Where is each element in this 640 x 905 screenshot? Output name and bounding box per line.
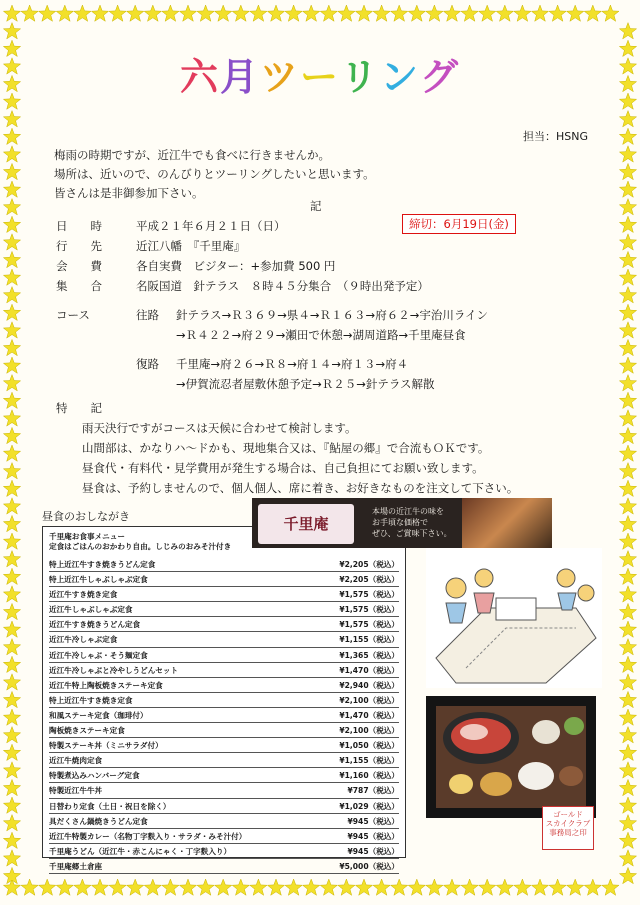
- border-star: [3, 568, 20, 584]
- border-star: [144, 5, 161, 21]
- intro-line: 場所は、近いので、のんびりとツーリングしたいと思います。: [54, 167, 375, 181]
- restaurant-logo: 千里庵: [258, 504, 354, 544]
- menu-item-name: 特上近江牛すき焼きうどん定食: [49, 560, 156, 569]
- banner-line: 本場の近江牛の味を: [372, 507, 444, 516]
- border-star: [3, 5, 20, 21]
- border-star: [619, 691, 636, 707]
- note-line: 雨天決行ですがコースは天候に合わせて検討します。: [82, 421, 357, 435]
- border-star: [619, 128, 636, 144]
- border-star: [619, 779, 636, 795]
- border-star: [3, 251, 20, 267]
- border-star: [3, 762, 20, 778]
- border-star: [3, 163, 20, 179]
- menu-row: [49, 814, 399, 829]
- restaurant-banner: [252, 498, 552, 548]
- border-star: [3, 234, 20, 250]
- border-star: [619, 498, 636, 514]
- border-star: [3, 832, 20, 848]
- border-star: [619, 762, 636, 778]
- border-star: [496, 879, 513, 895]
- border-star: [619, 727, 636, 743]
- border-star: [3, 58, 20, 74]
- border-star: [619, 322, 636, 338]
- menu-item-name: 和風ステーキ定食（珈琲付）: [49, 710, 148, 720]
- menu-item-name: 日替わり定食（土日・祝日を除く）: [49, 801, 171, 811]
- border-star: [443, 5, 460, 21]
- meal-photo: [426, 696, 596, 818]
- title-char: 六: [179, 55, 220, 99]
- route-line: →伊賀流忍者屋敷休憩予定→Ｒ２５→針テラス解散: [176, 376, 435, 391]
- menu-item-price: ¥945（税込）: [347, 831, 399, 841]
- border-star: [619, 23, 636, 39]
- border-star: [127, 5, 144, 21]
- border-star: [162, 879, 179, 895]
- border-star: [496, 5, 513, 21]
- border-star: [461, 5, 478, 21]
- menu-item-price: ¥1,160（税込）: [339, 771, 399, 781]
- border-star: [3, 427, 20, 443]
- border-star: [197, 5, 214, 21]
- border-star: [479, 5, 496, 21]
- border-star: [584, 5, 601, 21]
- menu-row: [49, 602, 399, 617]
- course-label: コース: [56, 308, 90, 322]
- route-text: [176, 306, 616, 345]
- border-star: [619, 146, 636, 162]
- border-star: [109, 5, 126, 21]
- menu-item-name: 近江牛しゃぶしゃぶ定食: [49, 605, 133, 615]
- border-star: [303, 5, 320, 21]
- menu-row: [49, 783, 399, 798]
- menu-item-name: 近江牛冷しゃぶと冷やしうどんセット: [49, 665, 179, 675]
- border-star: [3, 515, 20, 531]
- border-star: [109, 879, 126, 895]
- note-line: 昼食代・有料代・見学費用が発生する場合は、自己負担にてお願い致します。: [82, 461, 484, 475]
- border-star: [619, 568, 636, 584]
- detail-value: 近江八幡 『千里庵』: [136, 239, 246, 253]
- border-star: [602, 5, 619, 21]
- menu-row: [49, 572, 399, 587]
- border-star: [619, 850, 636, 866]
- border-star: [3, 128, 20, 144]
- border-star: [303, 879, 320, 895]
- notes-lines: [56, 418, 518, 498]
- border-star: [285, 879, 302, 895]
- border-star: [549, 5, 566, 21]
- border-star: [21, 879, 38, 895]
- border-star: [338, 5, 355, 21]
- border-star: [127, 879, 144, 895]
- border-star: [3, 304, 20, 320]
- border-star: [619, 621, 636, 637]
- menu-row: [49, 663, 399, 678]
- menu-item-price: ¥1,050（税込）: [339, 741, 399, 751]
- menu-item-price: ¥945（税込）: [347, 846, 399, 856]
- border-star: [619, 480, 636, 496]
- border-star: [3, 216, 20, 232]
- border-star: [619, 392, 636, 408]
- border-star: [619, 216, 636, 232]
- detail-row-destination: [56, 236, 429, 256]
- intro-line: 梅雨の時期ですが、近江牛でも食べに行きませんか。: [54, 148, 330, 162]
- border-star: [619, 515, 636, 531]
- event-details: [56, 216, 429, 296]
- menu-item-price: ¥1,575（税込）: [339, 605, 399, 615]
- border-star: [197, 879, 214, 895]
- detail-label: 集 合: [56, 279, 102, 293]
- border-star: [162, 5, 179, 21]
- detail-value: 各自実費 ビジター：+参加費 500 円: [136, 259, 336, 273]
- border-star: [91, 5, 108, 21]
- ki-heading: 記: [310, 199, 322, 213]
- border-star: [619, 58, 636, 74]
- border-star: [3, 621, 20, 637]
- border-star: [619, 269, 636, 285]
- detail-label: 行 先: [56, 239, 102, 253]
- menu-row: [49, 829, 399, 844]
- menu-item-name: 近江牛すき焼きうどん定食: [49, 620, 141, 630]
- border-star: [619, 639, 636, 655]
- menu-item-price: ¥1,470（税込）: [339, 710, 399, 720]
- border-star: [320, 879, 337, 895]
- border-star: [56, 879, 73, 895]
- menu-subtitle: 定食はごはんのおかわり自由。しじみのおみそ汁付き: [49, 542, 232, 551]
- menu-item-price: ¥1,029（税込）: [339, 801, 399, 811]
- border-star: [144, 879, 161, 895]
- border-star: [267, 879, 284, 895]
- border-star: [3, 744, 20, 760]
- border-star: [619, 867, 636, 883]
- border-star: [619, 234, 636, 250]
- border-star: [56, 5, 73, 21]
- route-line: 針テラス→Ｒ３６９→県４→Ｒ１６３→府６２→宇治川ライン: [176, 308, 488, 322]
- menu-item-name: 陶板焼きステーキ定食: [49, 726, 125, 736]
- border-star: [3, 727, 20, 743]
- border-star: [3, 392, 20, 408]
- menu-row: [49, 738, 399, 753]
- border-star: [3, 815, 20, 831]
- border-star: [549, 879, 566, 895]
- detail-row-meeting: [56, 276, 429, 296]
- detail-label: 日 時: [56, 219, 102, 233]
- border-star: [619, 410, 636, 426]
- border-star: [3, 797, 20, 813]
- border-star: [531, 879, 548, 895]
- border-star: [3, 779, 20, 795]
- border-star: [619, 744, 636, 760]
- border-star: [215, 5, 232, 21]
- club-stamp: [542, 806, 594, 850]
- title-char: グ: [420, 55, 461, 99]
- menu-item-name: 特上近江牛すき焼き定食: [49, 695, 133, 705]
- border-star: [619, 163, 636, 179]
- border-star: [39, 5, 56, 21]
- stamp-line: スカイクラブ: [545, 819, 591, 828]
- border-star: [619, 251, 636, 267]
- menu-item-price: ¥2,940（税込）: [339, 680, 399, 690]
- menu-row: [49, 632, 399, 647]
- border-star: [619, 287, 636, 303]
- border-star: [514, 879, 531, 895]
- menu-item-price: ¥2,205（税込）: [339, 575, 399, 585]
- notes-section: [56, 398, 518, 498]
- detail-row-date: [56, 216, 429, 236]
- border-star: [619, 93, 636, 109]
- border-star: [3, 357, 20, 373]
- border-star: [285, 5, 302, 21]
- menu-item-name: 千里庵うどん（近江牛・赤こんにゃく・丁字麩入り）: [49, 846, 232, 856]
- border-star: [3, 75, 20, 91]
- menu-row: [49, 859, 399, 874]
- border-star: [3, 181, 20, 197]
- border-star: [250, 879, 267, 895]
- border-star: [3, 691, 20, 707]
- border-star: [3, 339, 20, 355]
- border-star: [443, 879, 460, 895]
- border-star: [408, 879, 425, 895]
- border-star: [3, 322, 20, 338]
- menu-item-price: ¥1,155（税込）: [339, 635, 399, 645]
- border-star: [391, 879, 408, 895]
- menu-item-price: ¥787（税込）: [347, 786, 399, 796]
- route-label: 往路: [136, 308, 159, 322]
- border-star: [3, 375, 20, 391]
- border-star: [3, 639, 20, 655]
- border-star: [391, 5, 408, 21]
- border-star: [3, 533, 20, 549]
- border-star: [619, 427, 636, 443]
- menu-row: [49, 587, 399, 602]
- menu-row: [49, 693, 399, 708]
- menu-item-price: ¥1,365（税込）: [339, 650, 399, 660]
- border-star: [232, 879, 249, 895]
- border-star: [619, 603, 636, 619]
- page: [38, 36, 602, 870]
- title-char: ン: [380, 55, 421, 99]
- menu-item-name: 近江牛特上陶板焼きステーキ定食: [49, 680, 163, 690]
- border-star: [3, 111, 20, 127]
- border-star: [3, 93, 20, 109]
- menu-list: [49, 557, 399, 874]
- route-line: →Ｒ４２２→府２９→瀬田で休憩→湖周道路→千里庵昼食: [176, 327, 466, 342]
- border-star: [461, 879, 478, 895]
- menu-item-price: ¥5,000（税込）: [339, 861, 399, 871]
- border-star: [619, 586, 636, 602]
- border-star: [373, 5, 390, 21]
- border-star: [619, 709, 636, 725]
- banner-food-photo: [462, 498, 552, 548]
- border-star: [3, 199, 20, 215]
- detail-value: 名阪国道 針テラス ８時４５分集合 （９時出発予定）: [136, 279, 429, 293]
- menu-item-name: 近江牛焼肉定食: [49, 756, 103, 766]
- border-star: [584, 879, 601, 895]
- title-char: ツ: [259, 55, 300, 99]
- border-star: [619, 463, 636, 479]
- detail-label: 会 費: [56, 259, 102, 273]
- border-star: [619, 533, 636, 549]
- border-star: [373, 879, 390, 895]
- border-star: [3, 269, 20, 285]
- border-star: [619, 375, 636, 391]
- border-star: [355, 879, 372, 895]
- border-star: [3, 445, 20, 461]
- border-star: [21, 5, 38, 21]
- border-star: [3, 40, 20, 56]
- menu-item-price: ¥945（税込）: [347, 816, 399, 826]
- border-star: [267, 5, 284, 21]
- intro-text: [54, 146, 375, 203]
- stamp-line: ゴールド: [553, 810, 583, 819]
- border-star: [426, 5, 443, 21]
- note-line: 昼食は、予約しませんので、個人個人、席に着き、お好きなものを注文して下さい。: [82, 481, 519, 495]
- border-star: [619, 40, 636, 56]
- border-star: [619, 674, 636, 690]
- page-title: [38, 46, 602, 101]
- menu-item-price: ¥1,575（税込）: [339, 620, 399, 630]
- detail-value: 平成２１年６月２１日（日）: [136, 219, 286, 233]
- border-star: [3, 410, 20, 426]
- border-star: [232, 5, 249, 21]
- border-star: [531, 5, 548, 21]
- title-char: ー: [299, 55, 340, 99]
- border-star: [619, 304, 636, 320]
- banner-text: [372, 506, 452, 539]
- menu-row: [49, 617, 399, 632]
- menu-row: [49, 557, 399, 572]
- border-star: [619, 199, 636, 215]
- border-star: [426, 879, 443, 895]
- route-label: 復路: [136, 357, 159, 371]
- menu-item-name: 特製近江牛牛丼: [49, 786, 103, 796]
- stamp-line: 事務局之印: [549, 828, 587, 837]
- border-star: [619, 797, 636, 813]
- border-star: [3, 287, 20, 303]
- menu-row: [49, 708, 399, 723]
- detail-row-fee: [56, 256, 429, 276]
- border-star: [408, 5, 425, 21]
- border-star: [567, 879, 584, 895]
- border-star: [3, 551, 20, 567]
- notes-label: 特 記: [56, 401, 102, 415]
- border-star: [567, 5, 584, 21]
- menu-item-name: 具だくさん鍋焼きうどん定食: [49, 816, 148, 826]
- border-star: [619, 445, 636, 461]
- border-star: [3, 463, 20, 479]
- author-label: 担当：HSNG: [522, 130, 588, 143]
- border-star: [320, 5, 337, 21]
- border-star: [215, 879, 232, 895]
- menu-item-name: 近江牛すき焼き定食: [49, 590, 118, 600]
- border-star: [619, 815, 636, 831]
- border-star: [619, 357, 636, 373]
- border-star: [3, 480, 20, 496]
- border-star: [74, 5, 91, 21]
- border-star: [619, 656, 636, 672]
- border-star: [74, 879, 91, 895]
- border-star: [619, 111, 636, 127]
- menu-item-price: ¥2,100（税込）: [339, 695, 399, 705]
- deadline-badge: 締切：6月19日(金): [402, 214, 516, 234]
- menu-row: [49, 844, 399, 859]
- menu-row: [49, 723, 399, 738]
- border-star: [91, 879, 108, 895]
- border-star: [479, 879, 496, 895]
- border-star: [3, 709, 20, 725]
- menu-heading: 昼食のおしながき: [42, 508, 278, 527]
- menu-item-price: ¥1,155（税込）: [339, 756, 399, 766]
- border-star: [3, 586, 20, 602]
- title-char: リ: [340, 55, 381, 99]
- border-star: [39, 879, 56, 895]
- menu-item-price: ¥2,100（税込）: [339, 726, 399, 736]
- menu-item-name: 近江牛冷しゃぶ・そう麺定食: [49, 650, 148, 660]
- menu-item-price: ¥1,575（税込）: [339, 590, 399, 600]
- banner-line: お手頃な価格で: [372, 518, 428, 527]
- border-star: [602, 879, 619, 895]
- menu-row: [49, 648, 399, 663]
- menu-item-name: 近江牛特製カレー（名物丁字麩入り・サラダ・みそ汁付）: [49, 831, 247, 841]
- menu-row: [49, 678, 399, 693]
- menu-row: [49, 799, 399, 814]
- menu-title: 千里庵お食事メニュー: [49, 532, 125, 541]
- map-illustration: [426, 548, 602, 688]
- border-star: [355, 5, 372, 21]
- banner-line: ぜひ、ご賞味下さい。: [372, 529, 452, 538]
- border-star: [619, 551, 636, 567]
- border-star: [250, 5, 267, 21]
- border-star: [619, 832, 636, 848]
- border-star: [3, 879, 20, 895]
- border-star: [3, 656, 20, 672]
- border-star: [3, 850, 20, 866]
- border-star: [619, 339, 636, 355]
- menu-row: [49, 753, 399, 768]
- border-star: [3, 146, 20, 162]
- menu-item-price: ¥1,470（税込）: [339, 665, 399, 675]
- border-star: [3, 674, 20, 690]
- title-char: 月: [219, 55, 260, 99]
- border-star: [3, 603, 20, 619]
- menu-row: [49, 768, 399, 783]
- menu-item-name: 近江牛冷しゃぶ定食: [49, 635, 118, 645]
- route-text: [176, 355, 616, 394]
- route-line: 千里庵→府２６→Ｒ８→府１４→府１３→府４: [176, 357, 409, 371]
- menu-box: [42, 526, 406, 871]
- border-star: [619, 181, 636, 197]
- menu-item-name: 特製ステーキ丼（ミニサラダ付）: [49, 741, 163, 751]
- menu-item-price: ¥2,205（税込）: [339, 560, 399, 569]
- border-star: [514, 5, 531, 21]
- border-star: [3, 498, 20, 514]
- border-star: [619, 75, 636, 91]
- intro-line: 皆さんは是非御参加下さい。: [54, 186, 204, 200]
- note-line: 山間部は、かなりハ～ドかも、現地集合又は、『鮎屋の郷』で合流もＯＫです。: [82, 441, 490, 455]
- menu-item-name: 千里庵郷土倉座: [49, 861, 103, 871]
- border-star: [3, 23, 20, 39]
- border-star: [338, 879, 355, 895]
- menu-item-name: 特製煮込みハンバーグ定食: [49, 771, 140, 781]
- border-star: [179, 5, 196, 21]
- border-star: [179, 879, 196, 895]
- menu-item-name: 特上近江牛しゃぶしゃぶ定食: [49, 575, 148, 585]
